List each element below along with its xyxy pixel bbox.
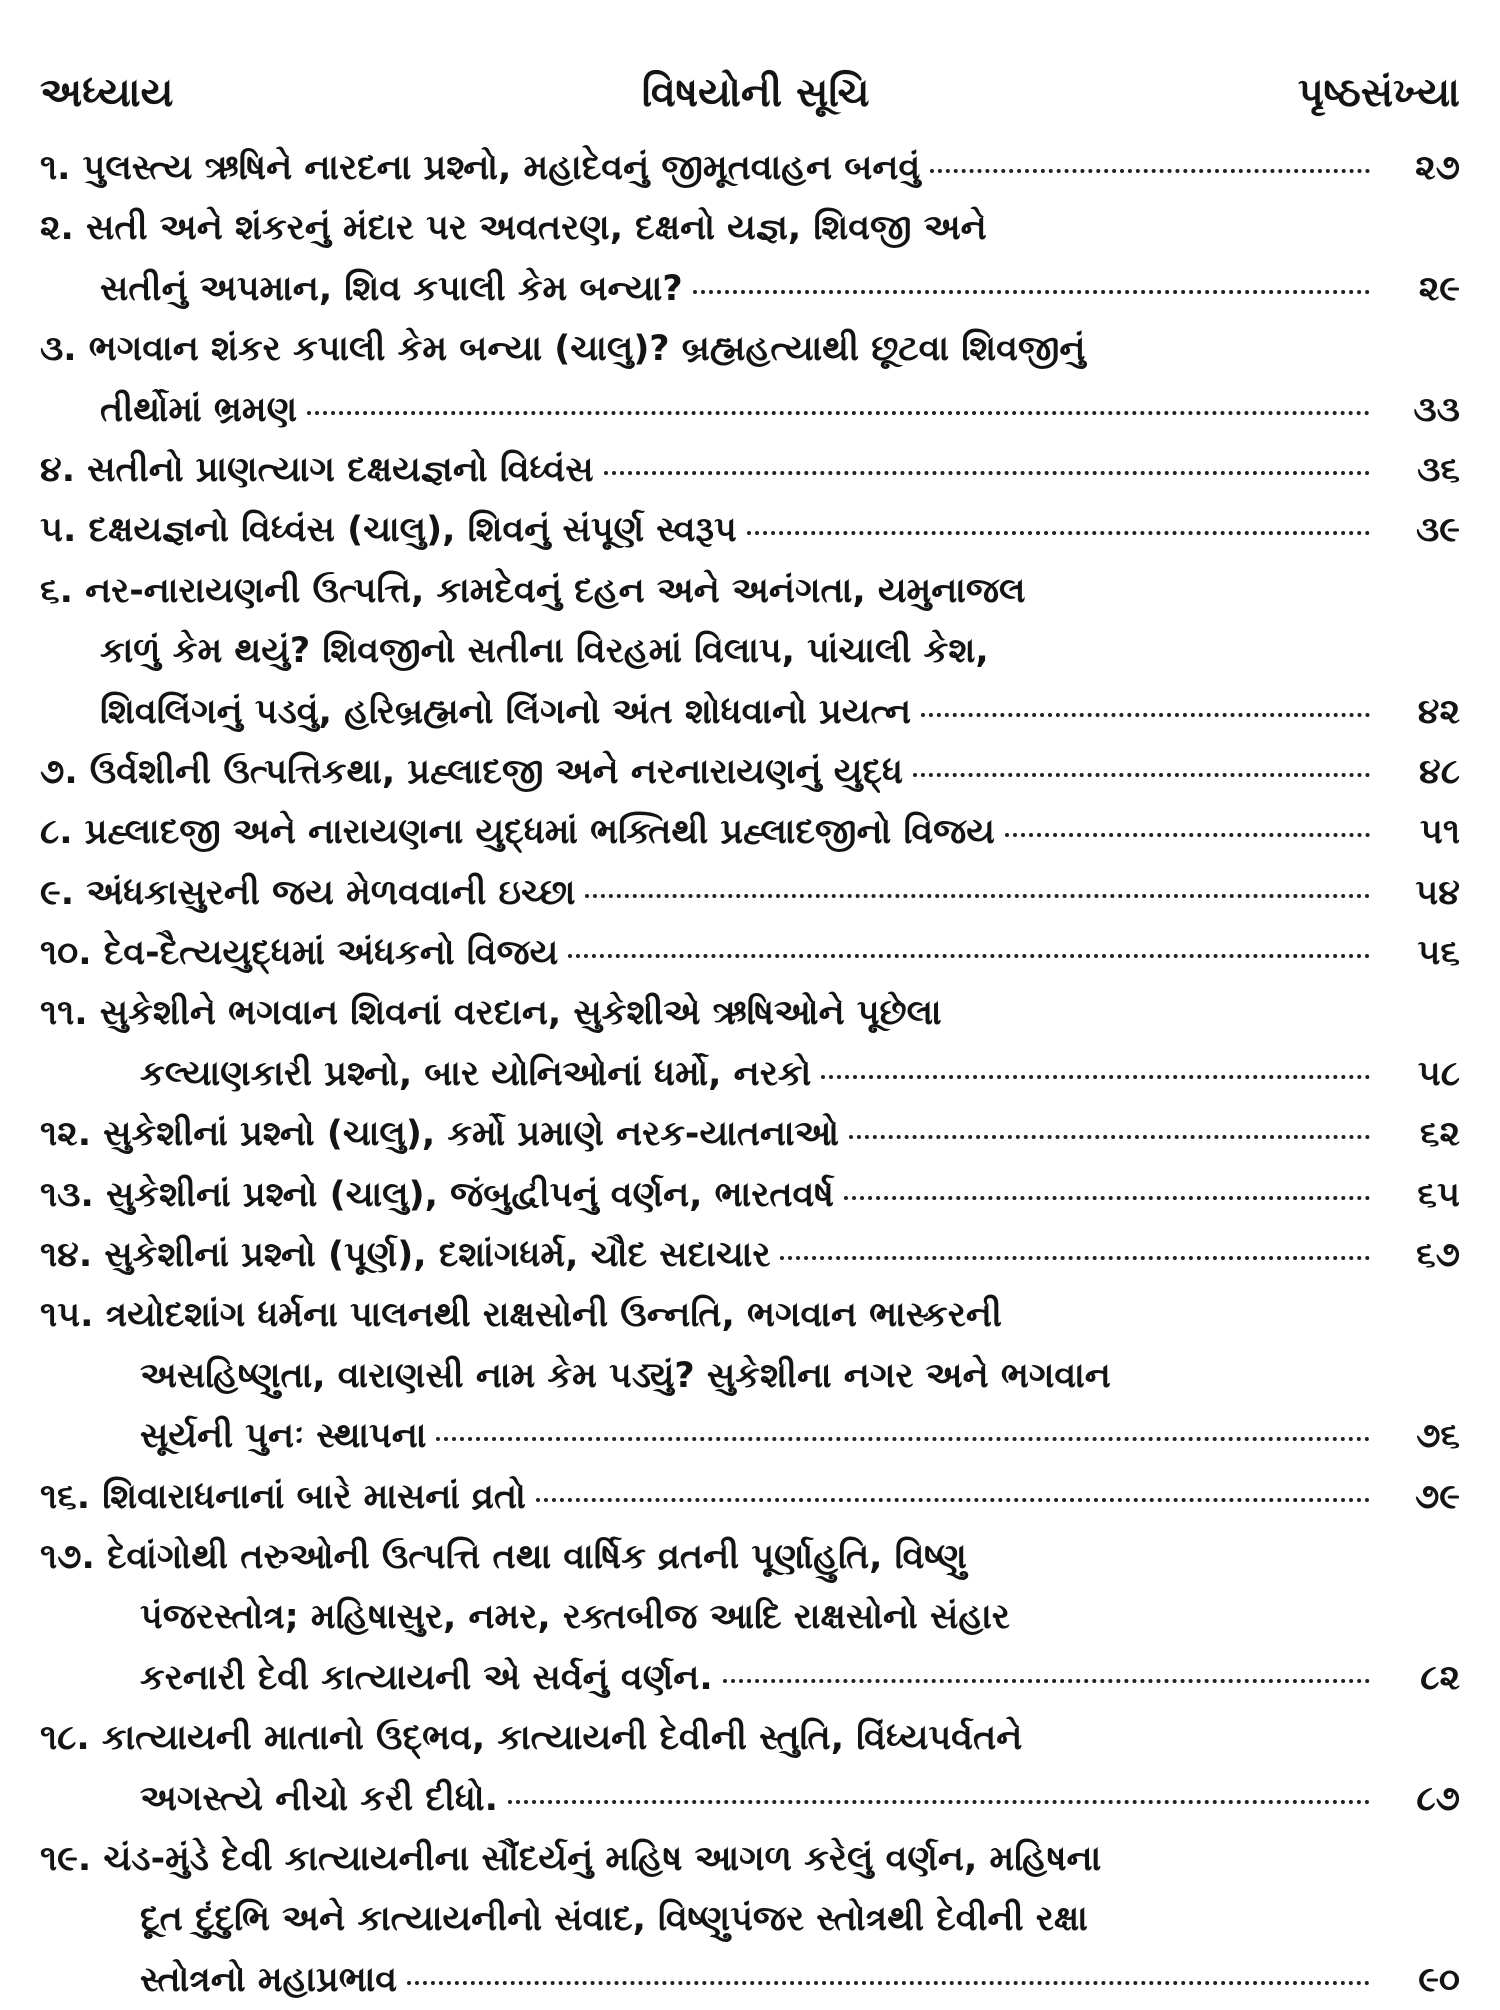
toc-entry [40, 983, 1460, 1104]
toc-page-number: ૩૯ [1415, 510, 1460, 551]
toc-entry-text: કાળું કેમ થયું? શિવજીનો સતીના વિરહમાં વિલાપ, પાંચાલી કેશ, [100, 631, 989, 672]
toc-entry [40, 1165, 1460, 1225]
dot-leader [921, 713, 1370, 717]
page-number-column-heading: પૃષ્ઠસંખ્યા [1297, 70, 1460, 116]
toc-entry-line [40, 1708, 1460, 1768]
toc-entry-text: ૧૨. સુકેશીનાં પ્રશ્નો (ચાલુ), કર્મો પ્રમાણે નરક-યાતનાઓ [40, 1114, 840, 1155]
toc-entry-text: ૧૭. દેવાંગોથી તરુઓની ઉત્પત્તિ તથા વાર્ષિક વ્રતની પૂર્ણાહુતિ, વિષ્ણુ [40, 1536, 967, 1577]
dot-leader [536, 1498, 1370, 1502]
dot-leader [585, 894, 1370, 898]
toc-entry-text: તીર્થોમાં ભ્રમણ [100, 389, 298, 430]
toc-page-number: ૪૮ [1419, 751, 1460, 792]
toc-entry-text: ૧૯. ચંડ-મુંડે દેવી કાત્યાયનીના સૌંદર્યનું મહિષ આગળ કરેલું વર્ણન, મહિષના [40, 1838, 1102, 1879]
toc-entry-line [40, 319, 1460, 379]
toc-entry [40, 1708, 1460, 1829]
dot-leader [604, 471, 1370, 475]
toc-entry-continuation [40, 682, 1460, 742]
dot-leader [508, 1800, 1370, 1804]
toc-entry-text: ૧૬. શિવારાધનાનાં બારે માસનાં વ્રતો [40, 1476, 526, 1517]
toc-page-number: ૪૨ [1417, 691, 1460, 732]
toc-entry [40, 742, 1460, 802]
toc-page-number: ૨૭ [1415, 148, 1460, 188]
dot-leader [821, 1075, 1370, 1079]
toc-page-number: ૨૯ [1418, 268, 1460, 309]
toc-page-number: ૮૨ [1420, 1657, 1460, 1698]
toc-entry-text: સૂર્યની પુનઃ સ્થાપના [140, 1416, 427, 1457]
toc-entry [40, 319, 1460, 440]
toc-entry-text: કલ્યાણકારી પ્રશ્નો, બાર યોનિઓનાં ધર્મો, નરકો [140, 1053, 812, 1094]
dot-leader [913, 773, 1370, 777]
toc-entry-line [40, 1225, 1460, 1285]
toc-entry-text: સતીનું અપમાન, શિવ કપાલી કેમ બન્યા? [100, 268, 683, 309]
toc-entry [40, 1104, 1460, 1164]
toc-entry-line [40, 802, 1460, 862]
toc-entry-line [40, 863, 1460, 923]
dot-leader [436, 1437, 1370, 1441]
toc-entry [40, 1527, 1460, 1708]
toc-page-number: ૫૮ [1417, 1053, 1460, 1094]
toc-entry [40, 863, 1460, 923]
toc-entry-text: ૩. ભગવાન શંકર કપાલી કેમ બન્યા (ચાલુ)? બ્રહ્મહત્યાથી છૂટવા શિવજીનું [40, 329, 1086, 370]
toc-page-number: ૩૩ [1413, 389, 1460, 430]
toc-entry-continuation [40, 1648, 1460, 1708]
toc-entry-text: પંજરસ્તોત્ર; મહિષાસુર, નમર, રક્તબીજ આદિ રાક્ષસોનો સંહાર [140, 1597, 1010, 1638]
toc-entry-continuation [40, 1950, 1460, 2010]
toc-entry-text: ૯. અંધકાસુરની જય મેળવવાની ઇચ્છા [40, 872, 576, 913]
toc-entry-text: દૂત દુંદુભિ અને કાત્યાયનીનો સંવાદ, વિષ્ણુપંજર સ્તોત્રથી દેવીની રક્ષા [140, 1899, 1088, 1940]
toc-entry-text: ૧. પુલસ્ત્ય ઋષિને નારદના પ્રશ્નો, મહાદેવનું જીમૂતવાહન બનવું [40, 148, 921, 188]
toc-entry-line [40, 198, 1460, 258]
toc-page-number: ૩૬ [1417, 449, 1460, 490]
toc-entry-text: ૭. ઉર્વશીની ઉત્પત્તિકથા, પ્રહ્લાદજી અને નરનારાયણનું યુદ્ધ [40, 751, 903, 792]
chapter-column-heading: અધ્યાય [40, 70, 174, 116]
toc-entry-line [40, 1829, 1460, 1889]
toc-entry-line [40, 500, 1460, 560]
toc-entry-text: ૧૩. સુકેશીનાં પ્રશ્નો (ચાલુ), જંબુદ્વીપનું વર્ણન, ભારતવર્ષ [40, 1174, 834, 1215]
toc-entry-text: ૧૫. ત્રયોદશાંગ ધર્મના પાલનથી રાક્ષસોની ઉન્નતિ, ભગવાન ભાસ્કરની [40, 1295, 1002, 1336]
toc-page-number: ૬૫ [1417, 1174, 1460, 1215]
toc-entry-text: ૮. પ્રહ્લાદજી અને નારાયણના યુદ્ધમાં ભક્તિથી પ્રહ્લાદજીનો વિજય [40, 812, 995, 853]
toc-entry-text: શિવલિંગનું પડવું, હરિબ્રહ્મનો લિંગનો અંત શોધવાનો પ્રયત્ન [100, 691, 912, 732]
toc-entry-text: ૫. દક્ષયજ્ઞનો વિધ્વંસ (ચાલુ), શિવનું સંપૂર્ણ સ્વરૂપ [40, 510, 737, 551]
toc-entry [40, 198, 1460, 319]
toc-entry-line [40, 1165, 1460, 1225]
toc-entry-text: અસહિષ્ણુતા, વારાણસી નામ કેમ પડ્યું? સુકેશીના નગર અને ભગવાન [140, 1355, 1111, 1396]
toc-header [40, 70, 1460, 128]
dot-leader [844, 1196, 1370, 1200]
toc-entry-continuation [40, 259, 1460, 319]
toc-entry-text: ૬. નર-નારાયણની ઉત્પત્તિ, કામદેવનું દહન અને અનંગતા, યમુનાજલ [40, 570, 1026, 611]
toc-entry [40, 500, 1460, 560]
toc-entry-text: ૧૪. સુકેશીનાં પ્રશ્નો (પૂર્ણ), દશાંગધર્મ, ચૌદ સદાચાર [40, 1235, 771, 1276]
toc-entry-line [40, 138, 1460, 198]
toc-entry-line [40, 1467, 1460, 1527]
toc-page-number: ૫૬ [1417, 933, 1460, 974]
dot-leader [407, 1981, 1370, 1985]
dot-leader [307, 411, 1370, 415]
toc-entry-text: ૪. સતીનો પ્રાણત્યાગ દક્ષયજ્ઞનો વિધ્વંસ [40, 449, 594, 490]
toc-entry-continuation [40, 1346, 1460, 1406]
toc-entry-continuation [40, 621, 1460, 681]
toc-entry-line [40, 923, 1460, 983]
toc-entry-continuation [40, 1587, 1460, 1647]
dot-leader [693, 290, 1370, 294]
topics-column-heading: વિષયોની સૂચિ [641, 70, 870, 116]
dot-leader [1005, 833, 1370, 837]
dot-leader [930, 169, 1370, 173]
toc-entry-line [40, 742, 1460, 802]
dot-leader [849, 1135, 1370, 1139]
toc-entry-line [40, 561, 1460, 621]
toc-page-number: ૮૭ [1416, 1778, 1460, 1819]
toc-entry-line [40, 983, 1460, 1043]
toc-entry-line [40, 1285, 1460, 1345]
toc-entry-text: સ્તોત્રનો મહાપ્રભાવ [140, 1959, 398, 2000]
toc-entry-text: ૨. સતી અને શંકરનું મંદાર પર અવતરણ, દક્ષનો યજ્ઞ, શિવજી અને [40, 208, 987, 249]
dot-leader [723, 1679, 1370, 1683]
toc-entry-continuation [40, 1769, 1460, 1829]
toc-entry-continuation [40, 1044, 1460, 1104]
toc-entry-line [40, 1527, 1460, 1587]
toc-list [40, 138, 1460, 2010]
toc-entry [40, 561, 1460, 742]
dot-leader [747, 531, 1370, 535]
toc-entry-continuation [40, 380, 1460, 440]
toc-entry [40, 923, 1460, 983]
toc-page-number: ૯૦ [1418, 1959, 1460, 2000]
toc-entry [40, 1829, 1460, 2010]
toc-entry-text: અગસ્ત્યે નીચો કરી દીધો. [140, 1778, 498, 1819]
toc-entry-line [40, 1104, 1460, 1164]
toc-entry-continuation [40, 1889, 1460, 1949]
toc-entry [40, 1467, 1460, 1527]
toc-entry [40, 802, 1460, 862]
toc-page-number: ૬૭ [1416, 1235, 1460, 1276]
toc-entry-text: ૧૧. સુકેશીને ભગવાન શિવનાં વરદાન, સુકેશીએ ઋષિઓને પૂછેલા [40, 993, 942, 1034]
toc-page-number: ૭૬ [1416, 1416, 1460, 1457]
toc-page-number: ૬૨ [1419, 1114, 1460, 1155]
toc-entry-text: ૧૦. દેવ-દૈત્યયુદ્ધમાં અંધકનો વિજય [40, 933, 559, 974]
toc-entry [40, 1225, 1460, 1285]
toc-entry [40, 440, 1460, 500]
dot-leader [780, 1256, 1370, 1260]
toc-entry-continuation [40, 1406, 1460, 1466]
toc-entry-text: કરનારી દેવી કાત્યાયની એ સર્વનું વર્ણન. [140, 1657, 713, 1698]
toc-page-number: ૫૪ [1415, 872, 1460, 913]
dot-leader [568, 954, 1370, 958]
toc-page-number: ૭૯ [1414, 1476, 1460, 1517]
toc-entry [40, 138, 1460, 198]
toc-entry [40, 1285, 1460, 1466]
toc-page-number: ૫૧ [1419, 812, 1460, 853]
toc-entry-text: ૧૮. કાત્યાયની માતાનો ઉદ્ભવ, કાત્યાયની દેવીની સ્તુતિ, વિંધ્યપર્વતને [40, 1718, 1023, 1759]
toc-entry-line [40, 440, 1460, 500]
